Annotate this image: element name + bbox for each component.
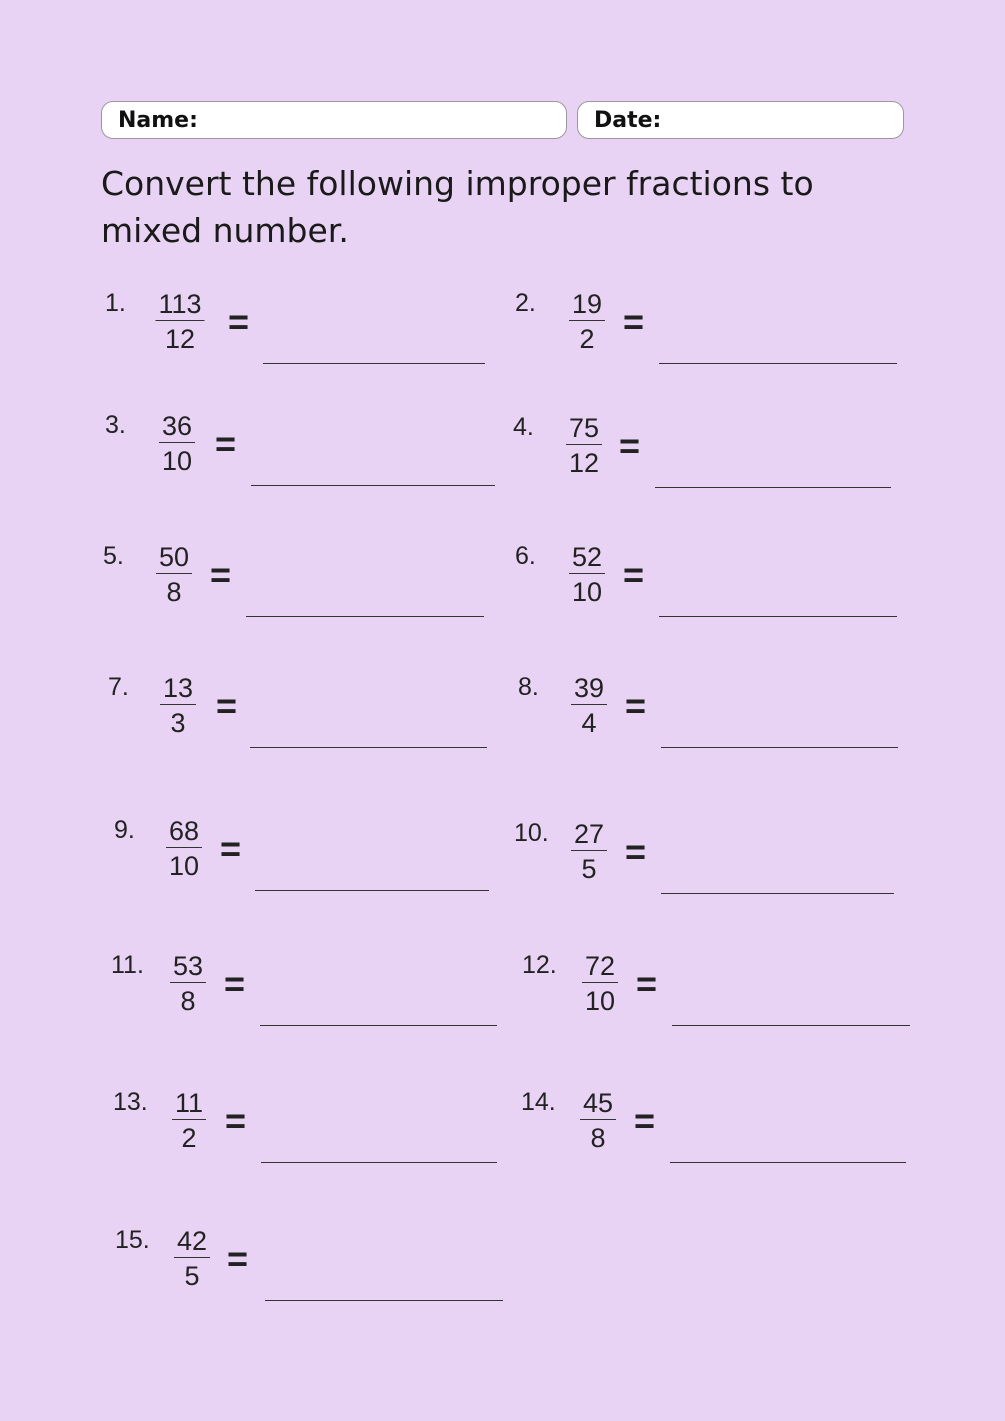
fraction: [160, 672, 196, 741]
answer-line[interactable]: [251, 485, 495, 486]
answer-line[interactable]: [661, 747, 898, 748]
denominator: 12: [164, 324, 196, 354]
numerator: 19: [571, 289, 603, 319]
problem-number: 9.: [114, 816, 135, 844]
denominator: 8: [166, 577, 182, 607]
denominator: 10: [584, 986, 616, 1016]
fraction: [170, 950, 206, 1019]
fraction: [569, 541, 605, 610]
numerator: 13: [162, 673, 194, 703]
denominator: 4: [581, 708, 597, 738]
equals-sign: =: [227, 1238, 249, 1279]
problem-number: 14.: [521, 1088, 556, 1116]
answer-line[interactable]: [670, 1162, 906, 1163]
problem-number: 6.: [515, 542, 536, 570]
numerator: 11: [174, 1088, 204, 1118]
denominator: 2: [181, 1123, 197, 1153]
answer-line[interactable]: [250, 747, 487, 748]
denominator: 5: [184, 1261, 200, 1291]
numerator: 27: [573, 819, 605, 849]
fraction: [569, 288, 605, 357]
problem-number: 4.: [513, 413, 534, 441]
numerator: 72: [584, 951, 616, 981]
denominator: 12: [568, 448, 600, 478]
date-label: Date:: [594, 107, 662, 133]
equals-sign: =: [228, 301, 250, 342]
fraction: [172, 1087, 206, 1156]
numerator: 36: [161, 411, 193, 441]
numerator: 75: [568, 413, 600, 443]
fraction: [156, 541, 192, 610]
denominator: 5: [581, 854, 597, 884]
numerator: 53: [172, 951, 204, 981]
equals-sign: =: [619, 425, 641, 466]
fraction: [166, 815, 202, 884]
problem-number: 10.: [514, 819, 549, 847]
fraction: [571, 672, 607, 741]
denominator: 2: [579, 324, 595, 354]
numerator: 68: [168, 816, 200, 846]
denominator: 10: [168, 851, 200, 881]
equals-sign: =: [215, 423, 237, 464]
fraction: [571, 818, 607, 887]
fraction: [566, 412, 602, 481]
date-field[interactable]: [577, 101, 904, 139]
numerator: 113: [158, 289, 202, 319]
denominator: 3: [170, 708, 186, 738]
denominator: 10: [161, 446, 193, 476]
problem-number: 3.: [105, 411, 126, 439]
instructions: Convert the following improper fractions to mixed number.: [101, 164, 814, 250]
numerator: 52: [571, 542, 603, 572]
equals-sign: =: [220, 828, 242, 869]
fraction: [580, 1087, 616, 1156]
fraction: [582, 950, 618, 1019]
answer-line[interactable]: [265, 1300, 503, 1301]
problem-number: 13.: [113, 1088, 148, 1116]
problem-number: 11.: [111, 951, 144, 979]
numerator: 45: [582, 1088, 614, 1118]
equals-sign: =: [625, 831, 647, 872]
denominator: 10: [571, 577, 603, 607]
answer-line[interactable]: [672, 1025, 910, 1026]
answer-line[interactable]: [261, 1162, 497, 1163]
fraction: [155, 288, 204, 357]
name-label: Name:: [118, 107, 198, 133]
equals-sign: =: [625, 685, 647, 726]
answer-line[interactable]: [246, 616, 484, 617]
problem-number: 8.: [518, 673, 539, 701]
equals-sign: =: [634, 1100, 656, 1141]
equals-sign: =: [623, 301, 645, 342]
answer-line[interactable]: [255, 890, 489, 891]
problem-number: 15.: [115, 1226, 150, 1254]
equals-sign: =: [224, 963, 246, 1004]
answer-line[interactable]: [655, 487, 891, 488]
numerator: 50: [158, 542, 190, 572]
denominator: 8: [180, 986, 196, 1016]
equals-sign: =: [210, 554, 232, 595]
problem-number: 12.: [522, 951, 557, 979]
numerator: 42: [176, 1226, 208, 1256]
numerator: 39: [573, 673, 605, 703]
fraction: [159, 410, 195, 479]
problem-number: 1.: [105, 289, 126, 317]
name-field[interactable]: [101, 101, 567, 139]
answer-line[interactable]: [659, 363, 897, 364]
problem-number: 5.: [103, 542, 124, 570]
equals-sign: =: [636, 963, 658, 1004]
answer-line[interactable]: [260, 1025, 497, 1026]
denominator: 8: [590, 1123, 606, 1153]
answer-line[interactable]: [661, 893, 894, 894]
problem-number: 7.: [108, 673, 129, 701]
problem-number: 2.: [515, 289, 536, 317]
answer-line[interactable]: [263, 363, 485, 364]
fraction: [174, 1225, 210, 1294]
equals-sign: =: [216, 685, 238, 726]
equals-sign: =: [623, 554, 645, 595]
equals-sign: =: [225, 1100, 247, 1141]
answer-line[interactable]: [659, 616, 897, 617]
